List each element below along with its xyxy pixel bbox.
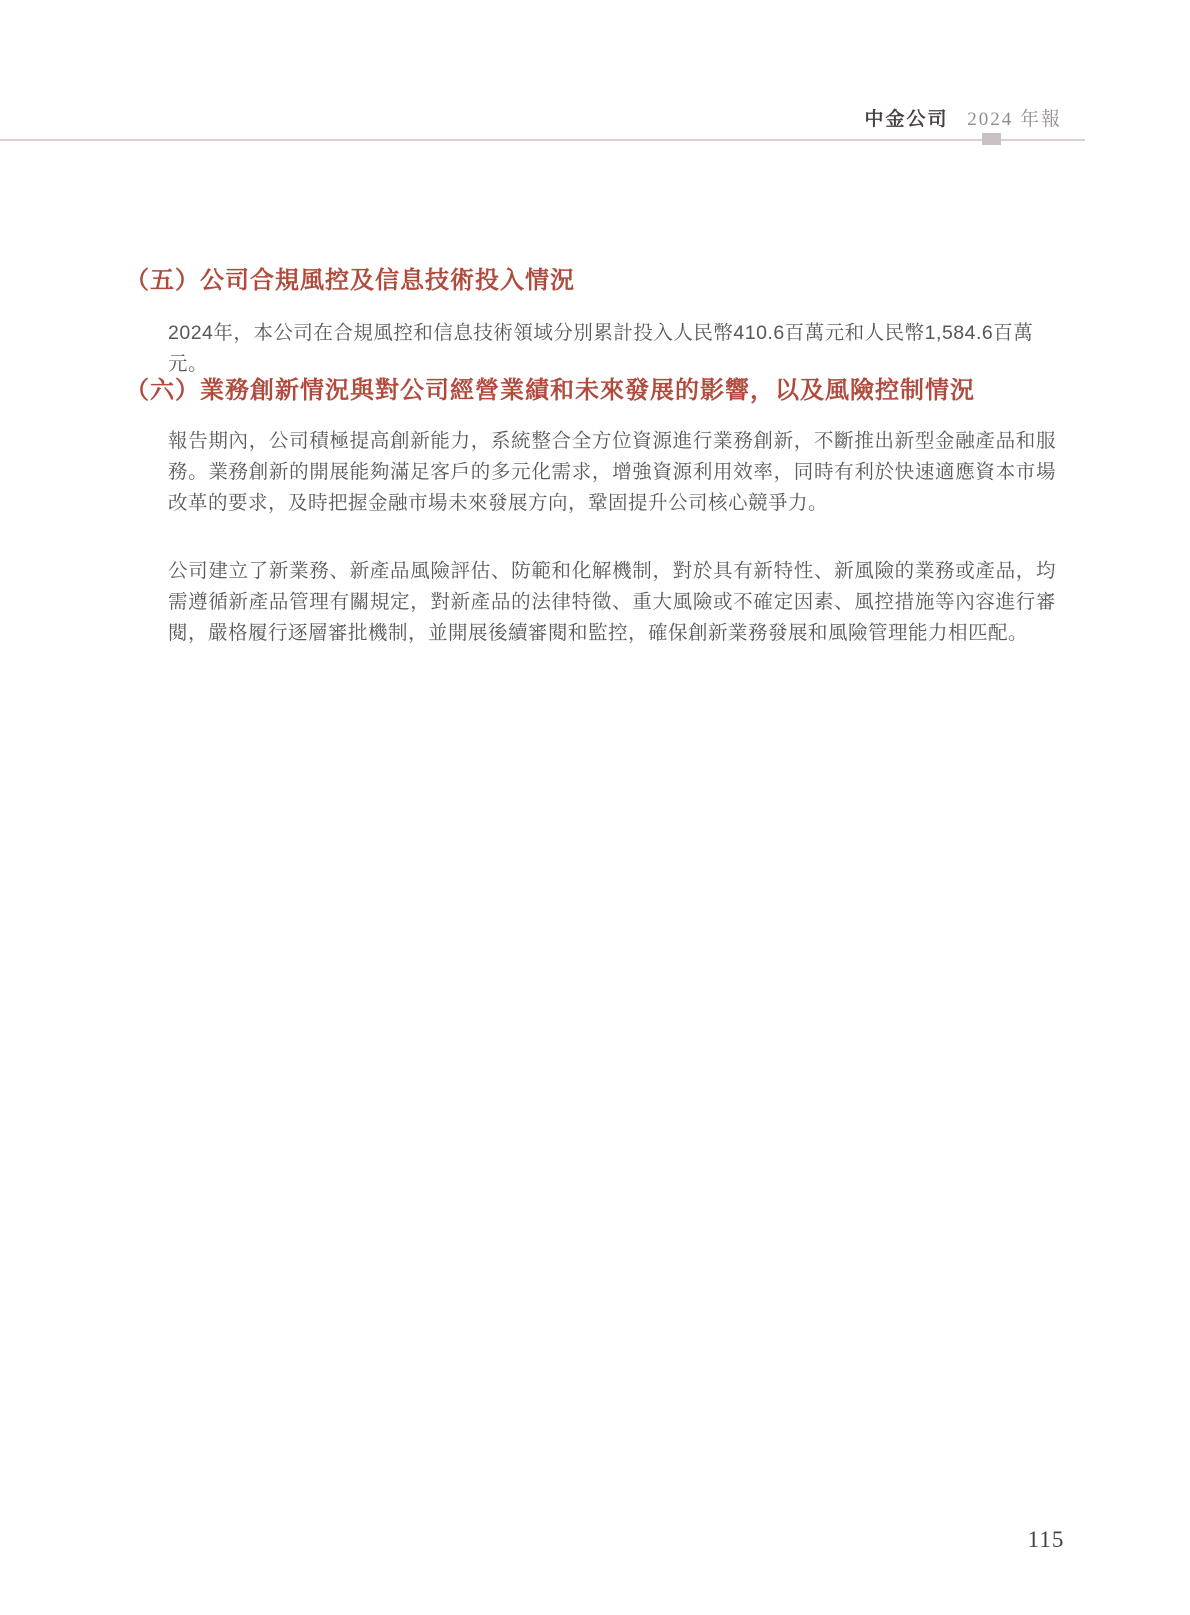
section-6-paragraph-1: 報告期內，公司積極提高創新能力，系統整合全方位資源進行業務創新，不斷推出新型金融產品和服務。業務創新的開展能夠滿足客戶的多元化需求，增強資源利用效率，同時有利於快速適應資本市場改革的要求，及時把握金融市場未來發展方向，鞏固提升公司核心競爭力。 xyxy=(168,430,1056,514)
page-header xyxy=(864,104,1062,131)
page-number: 115 xyxy=(1027,1527,1065,1552)
header-report-title: 2024 年報 xyxy=(967,109,1062,130)
section-5-heading: （五）公司合規風控及信息技術投入情況 xyxy=(125,267,575,294)
section-5-paragraph: 2024年，本公司在合規風控和信息技術領域分別累計投入人民幣410.6百萬元和人民幣1,584.6百萬元。 xyxy=(168,322,1034,375)
header-company-name: 中金公司 xyxy=(864,109,949,130)
section-6-heading: （六）業務創新情況與對公司經營業績和未來發展的影響，以及風險控制情況 xyxy=(125,377,975,404)
section-6-paragraph-2: 公司建立了新業務、新產品風險評估、防範和化解機制，對於具有新特性、新風險的業務或產品，均需遵循新產品管理有關規定，對新產品的法律特徵、重大風險或不確定因素、風控措施等內容進行審閱，嚴格履行逐層審批機制，並開展後續審閱和監控，確保創新業務發展和風險管理能力相匹配。 xyxy=(168,560,1056,644)
header-divider-line xyxy=(0,139,1085,141)
header-divider-marker xyxy=(982,133,1001,145)
